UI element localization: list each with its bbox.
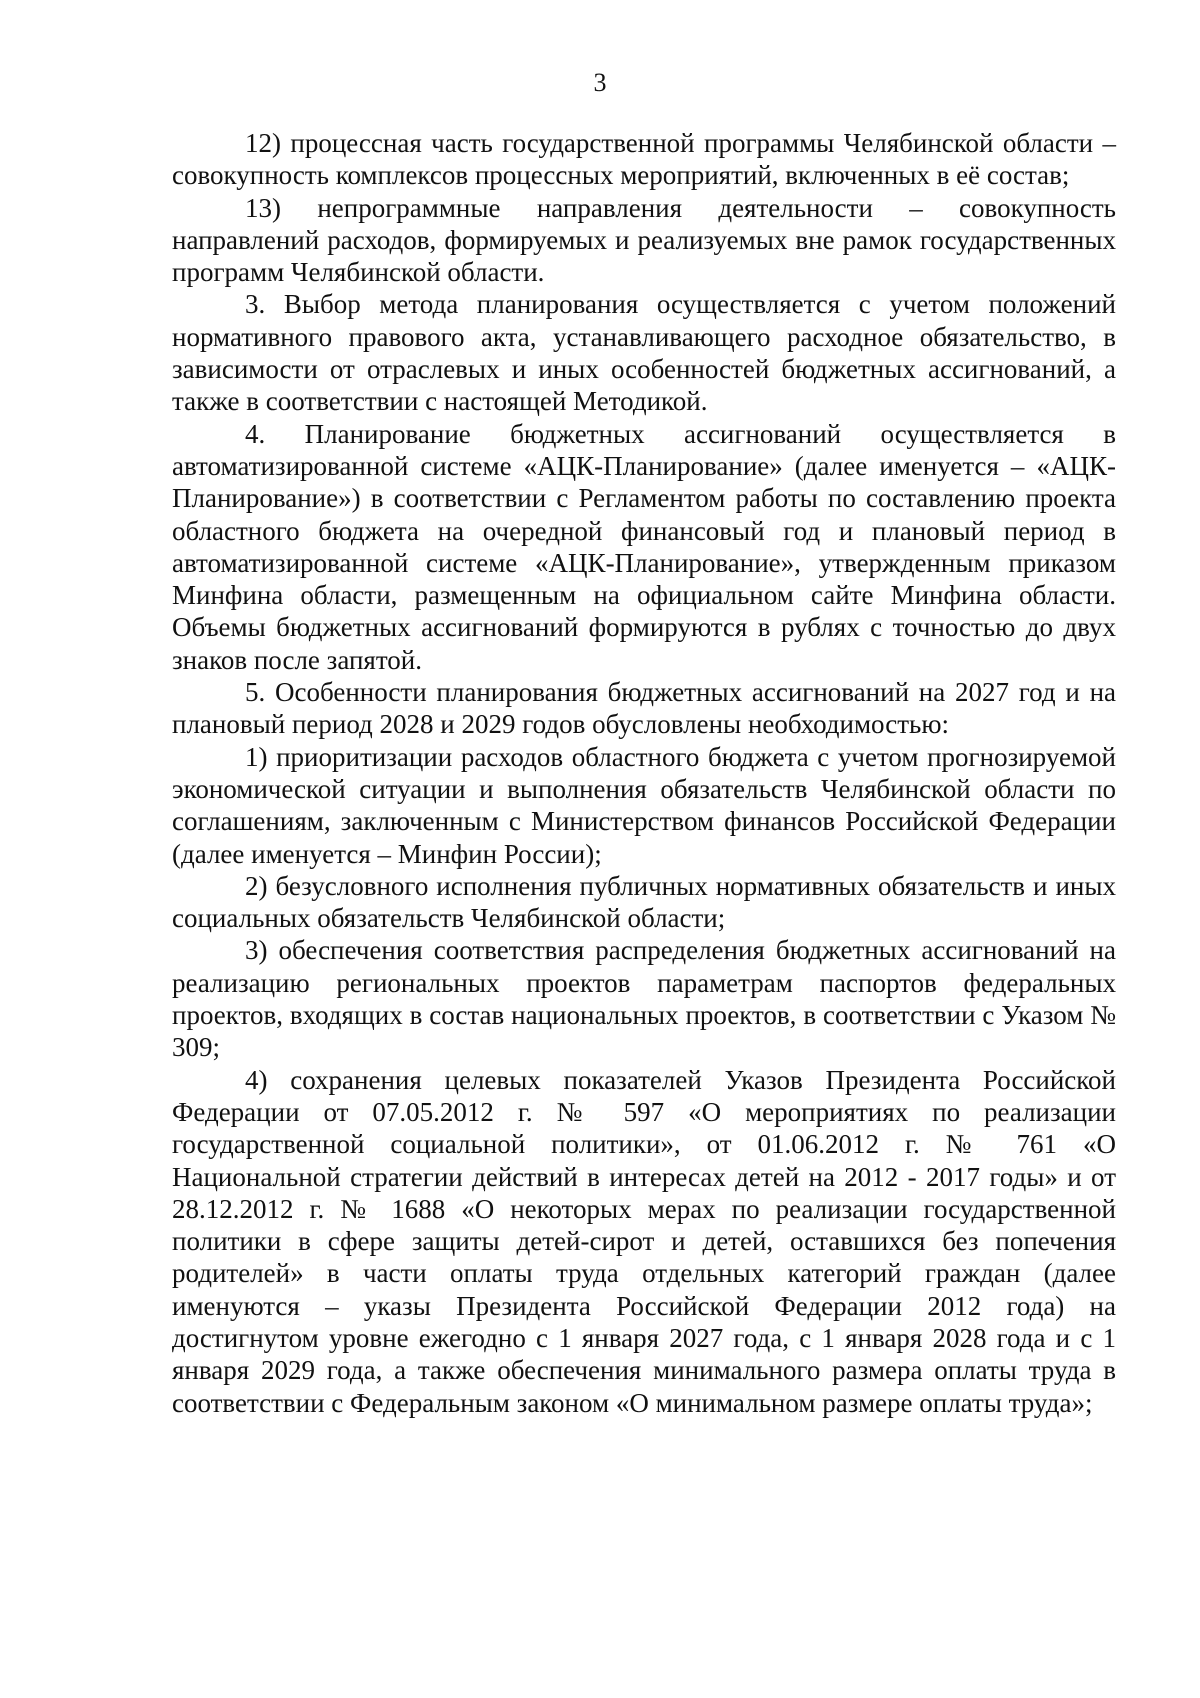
document-body — [172, 127, 1116, 1419]
paragraph-clause-3: 3. Выбор метода планирования осуществляется с учетом положений нормативного правового акта, устанавливающего расходное обязательство, в зависимости от отраслевых и иных особенностей бюджетных ассигнований, а также в соответствии с настоящей Методикой. — [172, 289, 1116, 417]
paragraph-subitem-3: 3) обеспечения соответствия распределения бюджетных ассигнований на реализацию региональных проектов параметрам паспортов федеральных проектов, входящих в состав национальных проектов, в соответствии с Указом № 309; — [172, 935, 1116, 1063]
paragraph-clause-5: 5. Особенности планирования бюджетных ассигнований на 2027 год и на плановый период 2028 и 2029 годов обусловлены необходимостью: — [172, 677, 1116, 740]
paragraph-clause-4: 4. Планирование бюджетных ассигнований осуществляется в автоматизированной системе «АЦК-Планирование» (далее именуется – «АЦК-Планирование») в соответствии с Регламентом работы по составлению проекта областного бюджета на очередной финансовый год и плановый период в автоматизированной системе «АЦК-Планирование», утвержденным приказом Минфина области, размещенным на официальном сайте Минфина области. Объемы бюджетных ассигнований формируются в рублях с точностью до двух знаков после запятой. — [172, 418, 1116, 675]
paragraph-item-12: 12) процессная часть государственной программы Челябинской области – совокупность комплексов процессных мероприятий, включенных в её состав; — [172, 128, 1116, 191]
paragraph-subitem-2: 2) безусловного исполнения публичных нормативных обязательств и иных социальных обязательств Челябинской области; — [172, 870, 1116, 934]
paragraph-subitem-4: 4) сохранения целевых показателей Указов Президента Российской Федерации от 07.05.2012 г. № 597 «О мероприятиях по реализации государственной социальной политики», от 01.06.2012 г. № 761 «О Национальной стратегии действий в интересах детей на 2012 - 2017 годы» и от 28.12.2012 г. № 1688 «О некоторых мерах по реализации государственной политики в сфере защиты детей-сирот и детей, оставшихся без попечения родителей» в части оплаты труда отдельных категорий граждан (далее именуются – указы Президента Российской Федерации 2012 года) на достигнутом уровне ежегодно с 1 января 2027 года, с 1 января 2028 года и с 1 января 2029 года, а также обеспечения минимального размера оплаты труда в соответствии с Федеральным законом «О минимальном размере оплаты труда»; — [172, 1064, 1116, 1418]
paragraph-subitem-1: 1) приоритизации расходов областного бюджета с учетом прогнозируемой экономической ситуации и выполнения обязательств Челябинской области по соглашениям, заключенным с Министерством финансов Российской Федерации (далее именуется – Минфин России); — [172, 741, 1116, 869]
page-number: 3 — [593, 68, 607, 97]
paragraph-item-13: 13) непрограммные направления деятельности – совокупность направлений расходов, формируемых и реализуемых вне рамок государственных программ Челябинской области. — [172, 192, 1116, 288]
